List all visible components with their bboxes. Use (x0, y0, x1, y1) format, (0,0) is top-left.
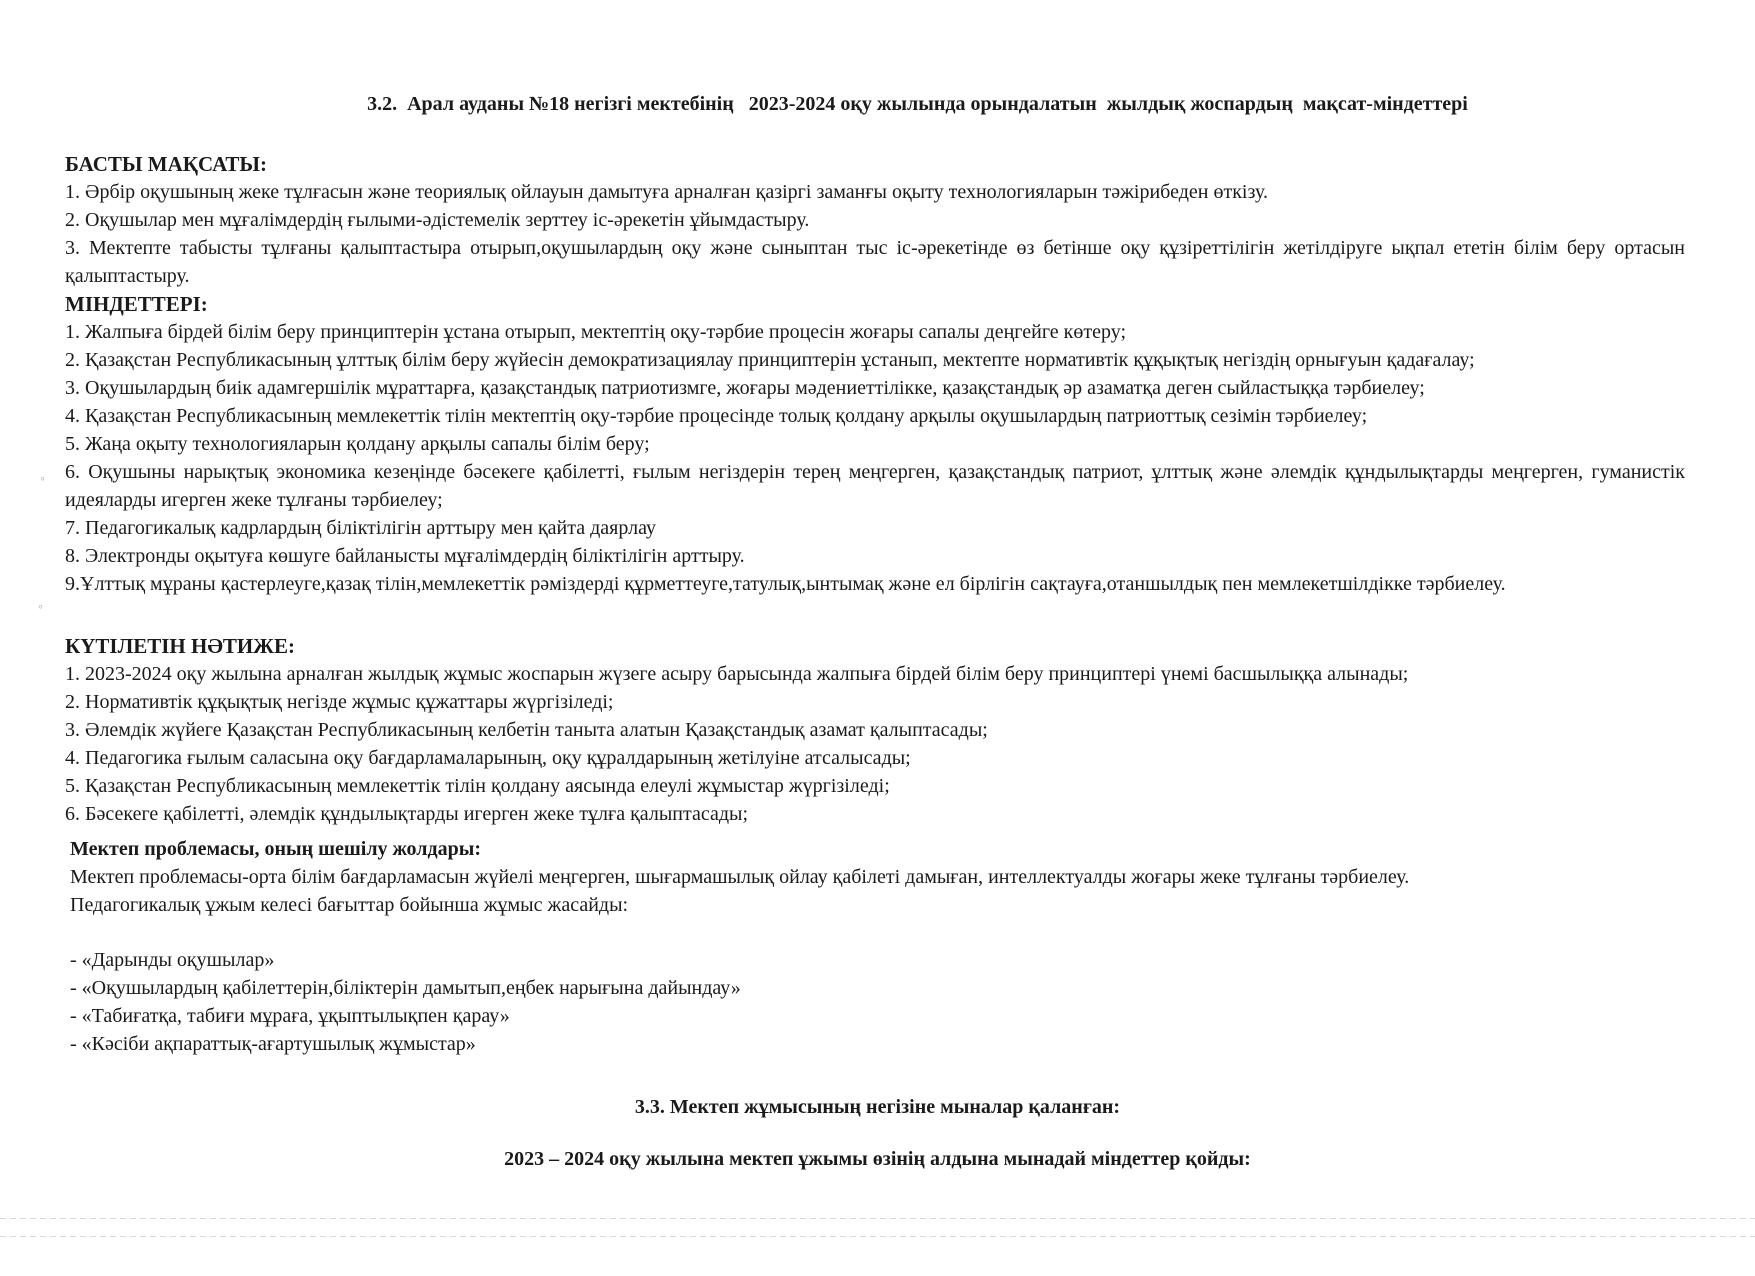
section-3-3-subtitle: 2023 – 2024 оқу жылына мектеп ұжымы өзінің алдына мынадай міндеттер қойды: (504, 1148, 1251, 1170)
results-section (65, 632, 1685, 828)
direction-item: - «Дарынды оқушылар» (70, 949, 275, 971)
section-3-3-title: 3.3. Мектеп жұмысының негізіне мыналар қаланған: (634, 1096, 1121, 1118)
task-item: 1. Жалпыға бірдей білім беру принциптерін ұстана отырып, мектептің оқу-тәрбие процесін жоғары сапалы деңгейге көтеру; (65, 321, 1126, 343)
directions-list (70, 946, 1690, 1058)
result-item: 1. 2023-2024 оқу жылына арналған жылдық жұмыс жоспарын жүзеге асыру барысында жалпыға бірдей білім беру принциптері үнемі басшылыққа алынады; (65, 663, 1409, 685)
result-item: 2. Нормативтік құқықтық негізде жұмыс құжаттары жүргізіледі; (65, 691, 614, 713)
result-item: 4. Педагогика ғылым саласына оқу бағдарламаларының, оқу құралдарының жетілуіне атсалысады; (65, 747, 911, 769)
result-item: 5. Қазақстан Республикасының мемлекеттік тілін қолдану аясында елеулі жұмыстар жүргізіледі; (65, 775, 890, 797)
main-goal-item: 3. Мектепте табысты тұлғаны қалыптастыра отырып,оқушылардың оқу және сыныптан тыс іс-әрекетінде өз бетінше оқу құзіреттілігін жетілдіруге ықпал ететін білім беру ортасын қалыптастыру. (65, 237, 1685, 287)
result-item: 3. Әлемдік жүйеге Қазақстан Республикасының келбетін таныта алатын Қазақстандық азамат қалыптасады; (65, 719, 988, 741)
main-goal-item: 2. Оқушылар мен мұғалімдердің ғылыми-әдістемелік зерттеу іс-әрекетін ұйымдастыру. (65, 209, 810, 231)
results-heading: КҮТІЛЕТІН НӘТИЖЕ: (65, 634, 295, 658)
main-goal-item: 1. Әрбір оқушының жеке тұлғасын және теориялық ойлауын дамытуға арналған қазіргі заманғы оқыту технологияларын тәжірибеден өткізу. (65, 181, 1268, 203)
main-goals-heading: БАСТЫ МАҚСАТЫ: (65, 152, 268, 176)
direction-item: - «Оқушылардың қабілеттерін,біліктерін дамытып,еңбек нарығына дайындау» (70, 977, 741, 999)
task-item: 6. Оқушыны нарықтық экономика кезеңінде бәсекеге қабілетті, ғылым негіздерін терең меңгерген, қазақстандық патриот, ұлттық және әлемдік құндылықтарды меңгерген, гуманистік идеяларды игерген жеке тұлғаны тәрбиелеу; (65, 461, 1685, 511)
problem-text-directions-intro: Педагогикалық ұжым келесі бағыттар бойынша жұмыс жасайды: (70, 894, 629, 916)
task-item: 5. Жаңа оқыту технологияларын қолдану арқылы сапалы білім беру; (65, 433, 650, 455)
task-item: 2. Қазақстан Республикасының ұлттық білім беру жүйесін демократизациялау принциптерін ұстанып, мектепте нормативтік құқықтық негіздің орнығуын қадағалау; (65, 349, 1475, 371)
tasks-heading: МІНДЕТТЕРІ: (65, 292, 208, 316)
main-goals-section (65, 150, 1685, 290)
direction-item: - «Табиғатқа, табиғи мұраға, ұқыптылықпен қарау» (70, 1005, 510, 1027)
task-item: 8. Электронды оқытуға көшуге байланысты мұғалімдердің біліктілігін арттыру. (65, 545, 745, 567)
direction-item: - «Кәсіби ақпараттық-ағартушылық жұмыстар» (70, 1033, 476, 1055)
problem-section (70, 835, 1670, 919)
problem-text: Мектеп проблемасы-орта білім бағдарламасын жүйелі меңгерген, шығармашылық ойлау қабілеті дамыған, интеллектуалды жоғары жеке тұлғаны тәрбиелеу. (70, 866, 1410, 888)
result-item: 6. Бәсекеге қабілетті, әлемдік құндылықтарды игерген жеке тұлға қалыптасады; (65, 803, 748, 825)
scan-artifact-line (0, 1218, 1755, 1219)
task-item: 4. Қазақстан Республикасының мемлекеттік тілін мектептің оқу-тәрбие процесінде толық қолдану арқылы оқушылардың патриоттық сезімін тәрбиелеу; (65, 405, 1368, 427)
document-title: 3.2. Арал ауданы №18 негізгі мектебінің 2023-2024 оқу жылында орындалатын жылдық жоспардың мақсат-міндеттері (367, 93, 1468, 115)
task-item: 7. Педагогикалық кадрлардың біліктілігін арттыру мен қайта даярлау (65, 517, 656, 539)
task-item: 9.Ұлттық мұраны қастерлеуге,қазақ тілін,мемлекеттік рәміздерді құрметтеуге,татулық,ынтымақ және ел бірлігін сақтауға,отаншылдық пен мемлекетшілдікке тәрбиелеу. (65, 573, 1506, 595)
scan-artifact-line (0, 1236, 1755, 1237)
scan-speck-icon: ◦ (38, 600, 43, 615)
tasks-section (65, 290, 1685, 598)
problem-heading: Мектеп проблемасы, оның шешілу жолдары: (70, 838, 482, 860)
scan-speck-icon: ◦ (40, 472, 45, 487)
task-item: 3. Оқушылардың биік адамгершілік мұраттарға, қазақстандық патриотизмге, жоғары мәдениеттілікке, қазақстандық әр азаматқа деген сыйластыққа тәрбиелеу; (65, 377, 1425, 399)
